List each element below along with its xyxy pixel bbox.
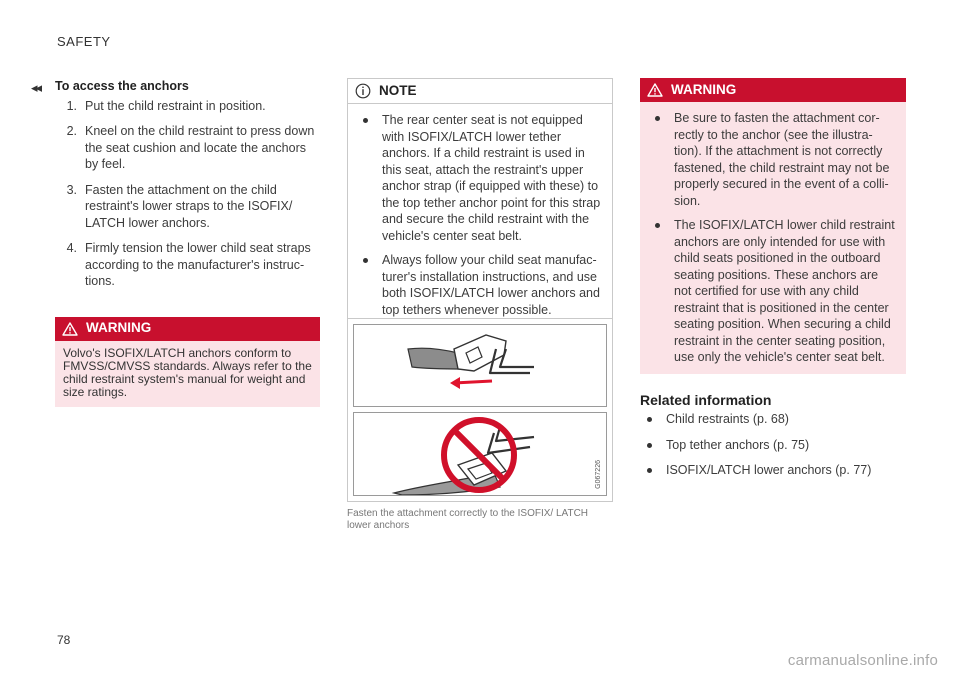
warning-label: WARNING bbox=[86, 320, 152, 336]
step-text: Put the child restraint in position. bbox=[85, 98, 266, 113]
related-link-isofix-latch[interactable]: ISOFIX/LATCH lower anchors (p. 77) bbox=[640, 462, 906, 479]
warning-header bbox=[55, 317, 320, 341]
warning-triangle-icon bbox=[647, 83, 663, 97]
procedure-title: To access the anchors bbox=[55, 79, 189, 93]
step-number: 2. bbox=[66, 124, 77, 138]
warning-item: The ISOFIX/LATCH lower child restraint anchors are only intended for use with child seats positioned in the outboard seating positions. These anchors are not certified for use with any child restraint that is positioned in the center seating position. When securing a child restraint in the center seating position, use only the vehicle's center seat belt. bbox=[648, 217, 898, 366]
related-link-child-restraints[interactable]: Child restraints (p. 68) bbox=[640, 411, 906, 428]
step-item bbox=[55, 182, 320, 232]
figure-code: G067226 bbox=[595, 460, 602, 489]
continued-marker: ◂◂ bbox=[31, 80, 41, 95]
figure-caption: Fasten the attachment correctly to the ISOFIX/ LATCH lower anchors bbox=[347, 508, 589, 531]
related-information bbox=[640, 392, 906, 479]
correct-attachment-illustration bbox=[354, 325, 606, 406]
step-number: 3. bbox=[66, 182, 77, 197]
step-item bbox=[55, 98, 320, 115]
column-right bbox=[640, 78, 906, 488]
related-list bbox=[640, 411, 906, 479]
warning-text: Volvo's ISOFIX/LATCH anchors conform to FMVSS/CMVSS standards. Always refer to the child restraint system's manual for weight and size ratings. bbox=[63, 345, 312, 399]
related-link-top-tether[interactable]: Top tether anchors (p. 75) bbox=[640, 437, 906, 454]
watermark: carmanualsonline.info bbox=[787, 652, 938, 669]
warning-label: WARNING bbox=[671, 81, 737, 97]
anchor-illustration bbox=[347, 318, 613, 502]
note-header bbox=[348, 79, 612, 104]
warning-list bbox=[640, 102, 906, 374]
step-number: 1. bbox=[66, 98, 77, 113]
column-middle bbox=[347, 78, 613, 327]
warning-item: Be sure to fasten the attachment cor- rectly to the anchor (see the illustra- tion). If the attachment is not correctly fastened, the child restraint may not be properly secured in the event of a colli- sion. bbox=[648, 110, 898, 209]
warning-header bbox=[640, 78, 906, 102]
page-number: 78 bbox=[57, 633, 71, 647]
note-label: NOTE bbox=[379, 82, 417, 98]
step-text: Firmly tension the lower child seat straps according to the manufacturer's instruc- tions. bbox=[85, 241, 311, 288]
note-list bbox=[348, 104, 612, 326]
procedure-steps bbox=[55, 98, 320, 290]
step-text: Kneel on the child restraint to press down the seat cushion and locate the anchors by feel. bbox=[85, 124, 315, 171]
warning-triangle-icon bbox=[62, 322, 78, 336]
warning-box-anchors bbox=[55, 317, 320, 407]
step-text: Fasten the attachment on the child restraint's lower straps to the ISOFIX/ LATCH lower anchors. bbox=[85, 182, 293, 230]
column-left bbox=[55, 78, 320, 407]
info-icon bbox=[355, 83, 371, 99]
note-item: The rear center seat is not equipped with ISOFIX/LATCH lower tether anchors. If a child restraint is used in this seat, attach the restraint's upper anchor strap (if equipped with these) to the top tether anchor point for this strap and secure the child restraint with the vehicle's center seat belt. bbox=[356, 112, 604, 244]
correct-attachment-panel bbox=[353, 324, 607, 407]
step-item bbox=[55, 240, 320, 290]
related-title: Related information bbox=[640, 391, 772, 408]
note-box bbox=[347, 78, 613, 327]
warning-box-latch bbox=[640, 78, 906, 374]
incorrect-attachment-illustration bbox=[354, 413, 606, 495]
section-label: SAFETY bbox=[57, 34, 111, 49]
note-item: Always follow your child seat manufac- turer's installation instructions, and use both ISOFIX/LATCH lower anchors and top tethers whenever possible. bbox=[356, 252, 604, 318]
step-number: 4. bbox=[66, 241, 77, 255]
step-item bbox=[55, 123, 320, 173]
incorrect-attachment-panel bbox=[353, 412, 607, 496]
